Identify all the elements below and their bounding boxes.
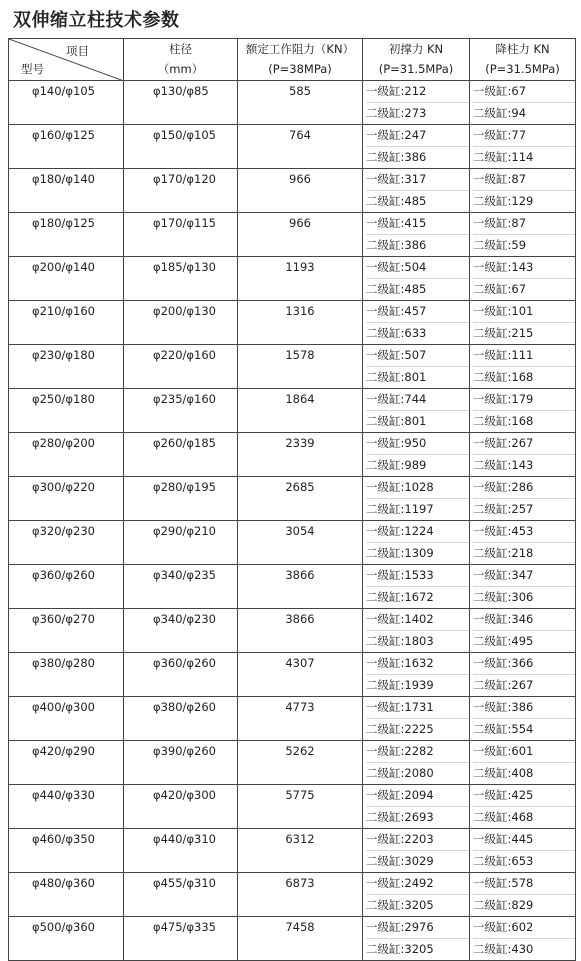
lowering-force-stage-1: 一级缸:347 xyxy=(473,568,534,582)
header-lowering-force-line1: 降柱力 KN xyxy=(495,42,550,56)
setting-force-stage-2: 二级缸:801 xyxy=(366,366,469,388)
setting-force-stage-1: 一级缸:2492 xyxy=(366,876,434,890)
table-row xyxy=(9,785,576,829)
table-row xyxy=(9,433,576,477)
column-diameter-cell: φ440/φ310 xyxy=(124,829,238,873)
column-diameter-cell: φ380/φ260 xyxy=(124,697,238,741)
rated-resistance-cell: 6873 xyxy=(238,873,363,917)
column-diameter-cell: φ340/φ235 xyxy=(124,565,238,609)
rated-resistance-cell: 5775 xyxy=(238,785,363,829)
setting-force-stage-1: 一级缸:507 xyxy=(366,348,427,362)
lowering-force-stage-2: 二级缸:306 xyxy=(473,586,575,608)
lowering-force-stage-2: 二级缸:114 xyxy=(473,146,575,168)
lowering-force-cell xyxy=(470,873,576,917)
setting-force-stage-1: 一级缸:950 xyxy=(366,436,427,450)
lowering-force-cell xyxy=(470,125,576,169)
lowering-force-stage-1: 一级缸:601 xyxy=(473,744,534,758)
lowering-force-cell xyxy=(470,169,576,213)
setting-force-cell xyxy=(363,521,470,565)
setting-force-cell xyxy=(363,125,470,169)
lowering-force-cell xyxy=(470,609,576,653)
header-column-diameter-line2: （mm） xyxy=(157,62,204,76)
setting-force-stage-2: 二级缸:2225 xyxy=(366,718,469,740)
spec-table xyxy=(8,38,576,961)
column-diameter-cell: φ340/φ230 xyxy=(124,609,238,653)
rated-resistance-cell: 6312 xyxy=(238,829,363,873)
model-cell: φ360/φ270 xyxy=(9,609,124,653)
rated-resistance-cell: 3866 xyxy=(238,565,363,609)
column-diameter-cell: φ420/φ300 xyxy=(124,785,238,829)
lowering-force-cell xyxy=(470,389,576,433)
lowering-force-stage-2: 二级缸:408 xyxy=(473,762,575,784)
column-diameter-cell: φ360/φ260 xyxy=(124,653,238,697)
lowering-force-stage-2: 二级缸:267 xyxy=(473,674,575,696)
lowering-force-stage-2: 二级缸:168 xyxy=(473,366,575,388)
column-diameter-cell: φ130/φ85 xyxy=(124,81,238,125)
setting-force-cell xyxy=(363,609,470,653)
header-rated-resistance-line1: 额定工作阻力（KN） xyxy=(245,42,355,56)
rated-resistance-cell: 3866 xyxy=(238,609,363,653)
lowering-force-cell xyxy=(470,785,576,829)
setting-force-stage-1: 一级缸:1632 xyxy=(366,656,434,670)
table-row xyxy=(9,389,576,433)
setting-force-stage-1: 一级缸:744 xyxy=(366,392,427,406)
setting-force-stage-2: 二级缸:1197 xyxy=(366,498,469,520)
setting-force-cell xyxy=(363,829,470,873)
setting-force-cell xyxy=(363,433,470,477)
model-cell: φ420/φ290 xyxy=(9,741,124,785)
lowering-force-cell xyxy=(470,301,576,345)
model-cell: φ140/φ105 xyxy=(9,81,124,125)
setting-force-stage-1: 一级缸:2203 xyxy=(366,832,434,846)
setting-force-stage-1: 一级缸:457 xyxy=(366,304,427,318)
setting-force-cell xyxy=(363,169,470,213)
setting-force-stage-2: 二级缸:386 xyxy=(366,234,469,256)
lowering-force-stage-2: 二级缸:94 xyxy=(473,102,575,124)
lowering-force-stage-2: 二级缸:67 xyxy=(473,278,575,300)
setting-force-stage-2: 二级缸:2693 xyxy=(366,806,469,828)
lowering-force-stage-1: 一级缸:87 xyxy=(473,172,527,186)
setting-force-cell xyxy=(363,785,470,829)
setting-force-cell xyxy=(363,697,470,741)
rated-resistance-cell: 7458 xyxy=(238,917,363,961)
lowering-force-cell xyxy=(470,81,576,125)
lowering-force-cell xyxy=(470,741,576,785)
header-rated-resistance xyxy=(238,39,363,81)
setting-force-stage-1: 一级缸:1224 xyxy=(366,524,434,538)
column-diameter-cell: φ200/φ130 xyxy=(124,301,238,345)
header-lowering-force xyxy=(470,39,576,81)
column-diameter-cell: φ260/φ185 xyxy=(124,433,238,477)
setting-force-stage-1: 一级缸:247 xyxy=(366,128,427,142)
lowering-force-stage-1: 一级缸:602 xyxy=(473,920,534,934)
setting-force-stage-2: 二级缸:1803 xyxy=(366,630,469,652)
model-cell: φ200/φ140 xyxy=(9,257,124,301)
table-row xyxy=(9,213,576,257)
lowering-force-stage-2: 二级缸:257 xyxy=(473,498,575,520)
rated-resistance-cell: 4307 xyxy=(238,653,363,697)
lowering-force-stage-1: 一级缸:77 xyxy=(473,128,527,142)
rated-resistance-cell: 1578 xyxy=(238,345,363,389)
setting-force-stage-2: 二级缸:273 xyxy=(366,102,469,124)
setting-force-cell xyxy=(363,873,470,917)
header-row xyxy=(9,39,576,81)
table-row xyxy=(9,257,576,301)
setting-force-stage-1: 一级缸:2976 xyxy=(366,920,434,934)
rated-resistance-cell: 585 xyxy=(238,81,363,125)
header-rated-resistance-line2: (P=38MPa) xyxy=(268,62,332,76)
setting-force-cell xyxy=(363,917,470,961)
rated-resistance-cell: 966 xyxy=(238,169,363,213)
setting-force-stage-2: 二级缸:1309 xyxy=(366,542,469,564)
column-diameter-cell: φ220/φ160 xyxy=(124,345,238,389)
lowering-force-stage-1: 一级缸:143 xyxy=(473,260,534,274)
lowering-force-cell xyxy=(470,829,576,873)
model-cell: φ480/φ360 xyxy=(9,873,124,917)
lowering-force-stage-1: 一级缸:179 xyxy=(473,392,534,406)
lowering-force-cell xyxy=(470,521,576,565)
lowering-force-stage-2: 二级缸:215 xyxy=(473,322,575,344)
column-diameter-cell: φ455/φ310 xyxy=(124,873,238,917)
setting-force-cell xyxy=(363,389,470,433)
model-cell: φ300/φ220 xyxy=(9,477,124,521)
lowering-force-stage-1: 一级缸:453 xyxy=(473,524,534,538)
setting-force-stage-2: 二级缸:485 xyxy=(366,278,469,300)
lowering-force-cell xyxy=(470,653,576,697)
table-row xyxy=(9,565,576,609)
lowering-force-cell xyxy=(470,433,576,477)
table-row xyxy=(9,477,576,521)
lowering-force-stage-2: 二级缸:129 xyxy=(473,190,575,212)
header-setting-force-line2: (P=31.5MPa) xyxy=(378,62,454,76)
model-cell: φ440/φ330 xyxy=(9,785,124,829)
column-diameter-cell: φ150/φ105 xyxy=(124,125,238,169)
rated-resistance-cell: 1864 xyxy=(238,389,363,433)
rated-resistance-cell: 1193 xyxy=(238,257,363,301)
lowering-force-stage-1: 一级缸:87 xyxy=(473,216,527,230)
model-cell: φ180/φ140 xyxy=(9,169,124,213)
table-row xyxy=(9,301,576,345)
lowering-force-stage-1: 一级缸:425 xyxy=(473,788,534,802)
setting-force-stage-1: 一级缸:504 xyxy=(366,260,427,274)
lowering-force-stage-2: 二级缸:653 xyxy=(473,850,575,872)
lowering-force-cell xyxy=(470,345,576,389)
model-cell: φ360/φ260 xyxy=(9,565,124,609)
table-row xyxy=(9,653,576,697)
lowering-force-stage-1: 一级缸:111 xyxy=(473,348,534,362)
lowering-force-stage-2: 二级缸:554 xyxy=(473,718,575,740)
column-diameter-cell: φ290/φ210 xyxy=(124,521,238,565)
table-row xyxy=(9,125,576,169)
setting-force-cell xyxy=(363,213,470,257)
lowering-force-stage-2: 二级缸:218 xyxy=(473,542,575,564)
setting-force-cell xyxy=(363,653,470,697)
lowering-force-stage-1: 一级缸:346 xyxy=(473,612,534,626)
table-row xyxy=(9,345,576,389)
rated-resistance-cell: 3054 xyxy=(238,521,363,565)
model-cell: φ280/φ200 xyxy=(9,433,124,477)
rated-resistance-cell: 2339 xyxy=(238,433,363,477)
lowering-force-stage-2: 二级缸:59 xyxy=(473,234,575,256)
page-title: 双伸缩立柱技术参数 xyxy=(13,10,180,31)
setting-force-stage-2: 二级缸:1672 xyxy=(366,586,469,608)
table-body xyxy=(9,81,576,961)
model-cell: φ460/φ350 xyxy=(9,829,124,873)
setting-force-stage-2: 二级缸:1939 xyxy=(366,674,469,696)
model-cell: φ160/φ125 xyxy=(9,125,124,169)
model-cell: φ380/φ280 xyxy=(9,653,124,697)
model-cell: φ180/φ125 xyxy=(9,213,124,257)
setting-force-stage-1: 一级缸:415 xyxy=(366,216,427,230)
setting-force-stage-2: 二级缸:989 xyxy=(366,454,469,476)
setting-force-stage-1: 一级缸:2282 xyxy=(366,744,434,758)
lowering-force-stage-2: 二级缸:468 xyxy=(473,806,575,828)
column-diameter-cell: φ390/φ260 xyxy=(124,741,238,785)
lowering-force-stage-1: 一级缸:67 xyxy=(473,84,527,98)
setting-force-stage-1: 一级缸:1028 xyxy=(366,480,434,494)
model-cell: φ320/φ230 xyxy=(9,521,124,565)
lowering-force-stage-2: 二级缸:495 xyxy=(473,630,575,652)
setting-force-stage-1: 一级缸:2094 xyxy=(366,788,434,802)
lowering-force-cell xyxy=(470,917,576,961)
header-item: 项目 xyxy=(66,44,89,58)
setting-force-cell xyxy=(363,477,470,521)
table-row xyxy=(9,829,576,873)
lowering-force-stage-2: 二级缸:168 xyxy=(473,410,575,432)
model-cell: φ230/φ180 xyxy=(9,345,124,389)
table-row xyxy=(9,609,576,653)
table-row xyxy=(9,81,576,125)
setting-force-stage-2: 二级缸:2080 xyxy=(366,762,469,784)
table-row xyxy=(9,917,576,961)
model-cell: φ210/φ160 xyxy=(9,301,124,345)
column-diameter-cell: φ170/φ120 xyxy=(124,169,238,213)
setting-force-stage-2: 二级缸:3205 xyxy=(366,938,469,960)
column-diameter-cell: φ235/φ160 xyxy=(124,389,238,433)
rated-resistance-cell: 764 xyxy=(238,125,363,169)
lowering-force-cell xyxy=(470,697,576,741)
lowering-force-stage-1: 一级缸:267 xyxy=(473,436,534,450)
header-column-diameter-line1: 柱径 xyxy=(169,42,192,56)
lowering-force-cell xyxy=(470,565,576,609)
setting-force-cell xyxy=(363,81,470,125)
setting-force-stage-2: 二级缸:3029 xyxy=(366,850,469,872)
lowering-force-stage-2: 二级缸:829 xyxy=(473,894,575,916)
table-row xyxy=(9,697,576,741)
setting-force-stage-2: 二级缸:386 xyxy=(366,146,469,168)
lowering-force-cell xyxy=(470,477,576,521)
lowering-force-cell xyxy=(470,257,576,301)
setting-force-stage-1: 一级缸:1731 xyxy=(366,700,434,714)
lowering-force-stage-1: 一级缸:101 xyxy=(473,304,534,318)
lowering-force-stage-1: 一级缸:386 xyxy=(473,700,534,714)
setting-force-stage-2: 二级缸:801 xyxy=(366,410,469,432)
lowering-force-stage-1: 一级缸:445 xyxy=(473,832,534,846)
setting-force-stage-2: 二级缸:3205 xyxy=(366,894,469,916)
model-cell: φ500/φ360 xyxy=(9,917,124,961)
rated-resistance-cell: 966 xyxy=(238,213,363,257)
column-diameter-cell: φ475/φ335 xyxy=(124,917,238,961)
rated-resistance-cell: 1316 xyxy=(238,301,363,345)
lowering-force-stage-2: 二级缸:143 xyxy=(473,454,575,476)
setting-force-stage-1: 一级缸:1533 xyxy=(366,568,434,582)
header-setting-force xyxy=(363,39,470,81)
rated-resistance-cell: 5262 xyxy=(238,741,363,785)
column-diameter-cell: φ280/φ195 xyxy=(124,477,238,521)
lowering-force-stage-1: 一级缸:578 xyxy=(473,876,534,890)
rated-resistance-cell: 4773 xyxy=(238,697,363,741)
column-diameter-cell: φ185/φ130 xyxy=(124,257,238,301)
setting-force-stage-1: 一级缸:212 xyxy=(366,84,427,98)
setting-force-stage-1: 一级缸:317 xyxy=(366,172,427,186)
lowering-force-cell xyxy=(470,213,576,257)
table-row xyxy=(9,741,576,785)
rated-resistance-cell: 2685 xyxy=(238,477,363,521)
diagonal-header-cell xyxy=(9,39,124,81)
model-cell: φ400/φ300 xyxy=(9,697,124,741)
model-cell: φ250/φ180 xyxy=(9,389,124,433)
setting-force-cell xyxy=(363,565,470,609)
table-row xyxy=(9,521,576,565)
header-column-diameter xyxy=(124,39,238,81)
header-model: 型号 xyxy=(21,62,44,76)
header-setting-force-line1: 初撑力 KN xyxy=(388,42,444,56)
table-row xyxy=(9,169,576,213)
lowering-force-stage-2: 二级缸:430 xyxy=(473,938,575,960)
setting-force-cell xyxy=(363,257,470,301)
table-row xyxy=(9,873,576,917)
setting-force-stage-2: 二级缸:633 xyxy=(366,322,469,344)
setting-force-cell xyxy=(363,301,470,345)
setting-force-cell xyxy=(363,345,470,389)
setting-force-cell xyxy=(363,741,470,785)
column-diameter-cell: φ170/φ115 xyxy=(124,213,238,257)
header-lowering-force-line2: (P=31.5MPa) xyxy=(485,62,560,76)
setting-force-stage-1: 一级缸:1402 xyxy=(366,612,434,626)
lowering-force-stage-1: 一级缸:366 xyxy=(473,656,534,670)
lowering-force-stage-1: 一级缸:286 xyxy=(473,480,534,494)
setting-force-stage-2: 二级缸:485 xyxy=(366,190,469,212)
